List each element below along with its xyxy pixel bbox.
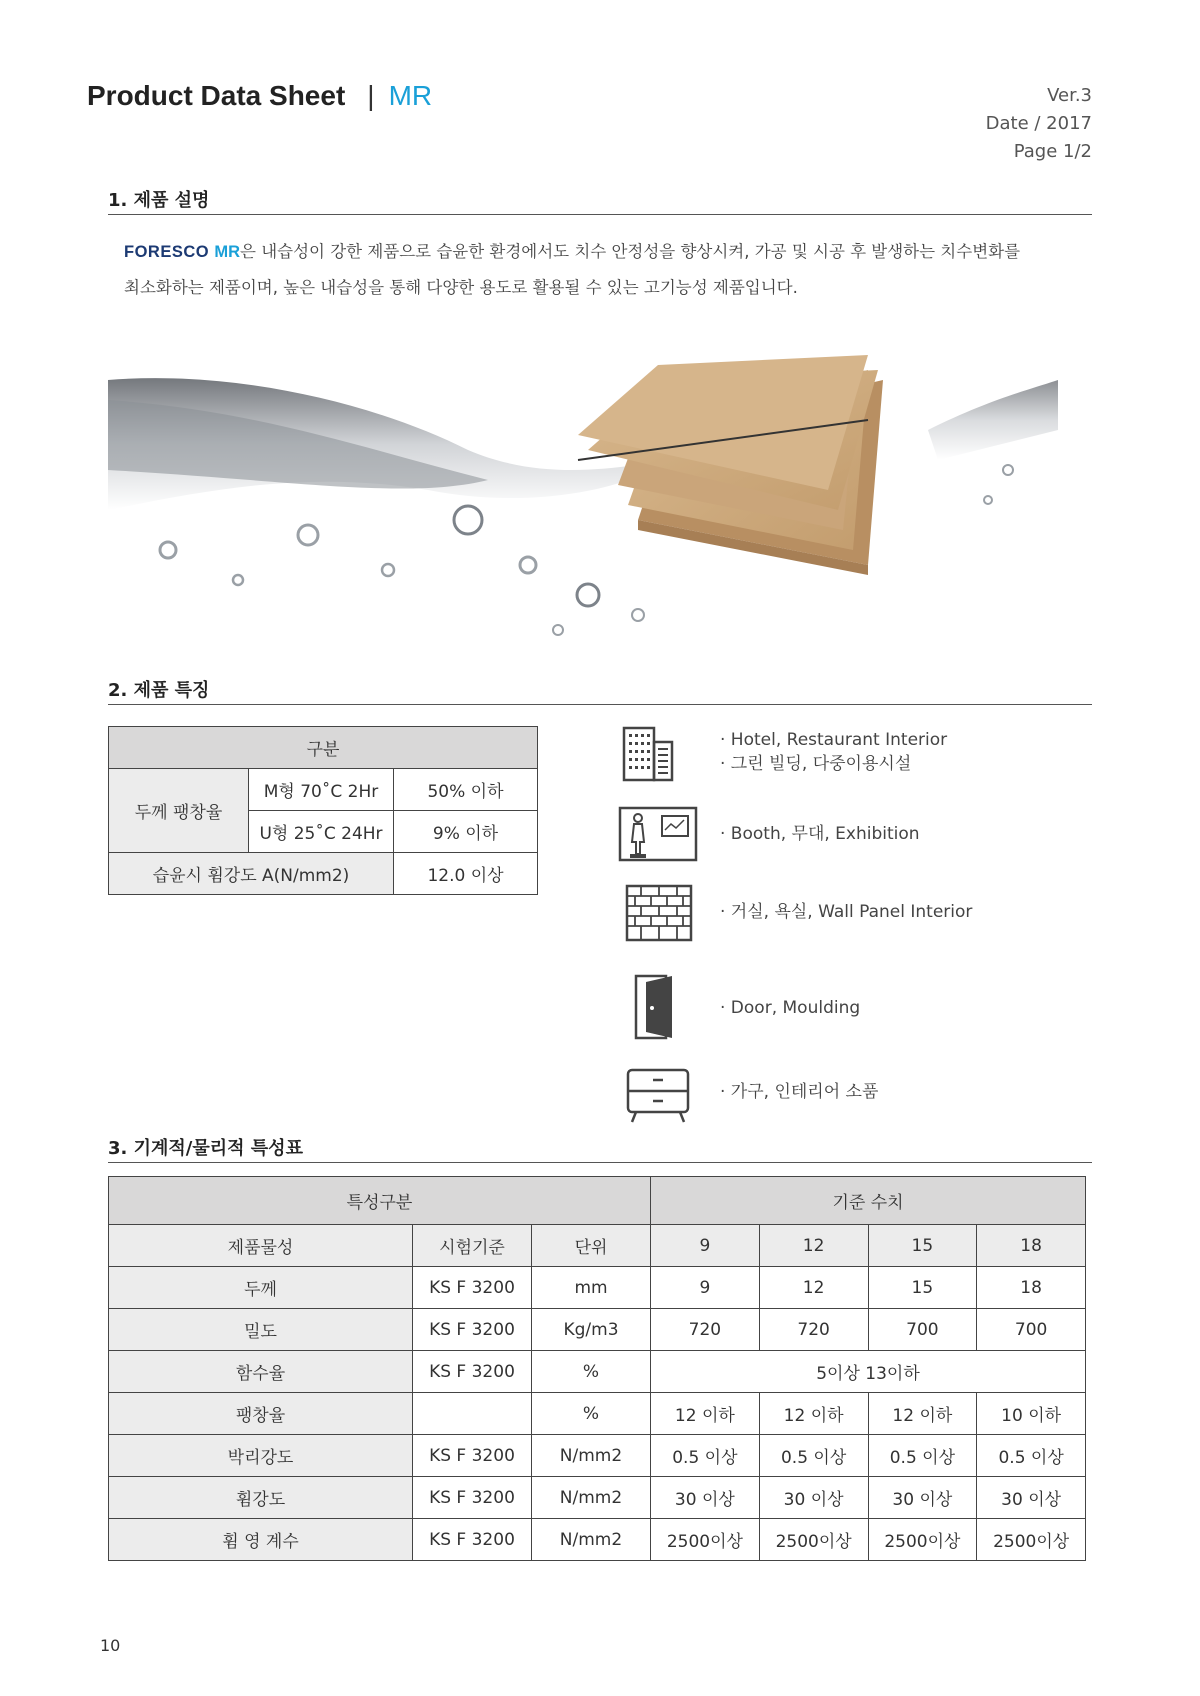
value-cell: 15 [868, 1267, 977, 1309]
application-text [720, 822, 920, 846]
condition-u-type: U형 25˚C 24Hr [249, 811, 394, 853]
section-heading-description: 1. 제품 설명 [108, 186, 1092, 215]
test-standard: KS F 3200 [413, 1267, 532, 1309]
date-label: Date / 2017 [985, 113, 1092, 134]
unit: N/mm2 [532, 1435, 651, 1477]
value-cell: 9 [651, 1267, 760, 1309]
brand-foresco: FORESCO [124, 243, 210, 261]
property-name: 박리강도 [109, 1435, 413, 1477]
unit: mm [532, 1267, 651, 1309]
group-header-category: 특성구분 [109, 1177, 651, 1225]
test-standard [413, 1393, 532, 1435]
test-standard: KS F 3200 [413, 1351, 532, 1393]
column-header: 9 [651, 1225, 760, 1267]
condition-m-type: M형 70˚C 2Hr [249, 769, 394, 811]
feature-table [108, 726, 538, 895]
application-line-1: · Hotel, Restaurant Interior [720, 730, 948, 750]
properties-table [108, 1176, 1086, 1561]
version-label: Ver.3 [1047, 85, 1092, 106]
unit: % [532, 1351, 651, 1393]
column-header: 시험기준 [413, 1225, 532, 1267]
application-line-1: · 거실, 욕실, Wall Panel Interior [720, 902, 973, 922]
brand-mr: MR [214, 243, 241, 261]
value-cell: 12 이하 [651, 1393, 760, 1435]
description-line-2: 최소화하는 제품이며, 높은 내습성을 통해 다양한 용도로 활용될 수 있는 고기능성 제품입니다. [124, 278, 798, 297]
page-title [87, 80, 432, 112]
application-text [720, 1080, 878, 1104]
value-cell: 18 [977, 1267, 1086, 1309]
value-cell: 720 [651, 1309, 760, 1351]
column-header: 15 [868, 1225, 977, 1267]
value-u-type: 9% 이하 [394, 811, 538, 853]
value-cell: 0.5 이상 [868, 1435, 977, 1477]
product-name: MR [388, 80, 433, 111]
unit: N/mm2 [532, 1519, 651, 1561]
column-header: 제품물성 [109, 1225, 413, 1267]
unit: % [532, 1393, 651, 1435]
property-name: 함수율 [109, 1351, 413, 1393]
table-row [109, 1309, 1086, 1351]
door-icon [632, 972, 682, 1042]
brick-wall-icon [625, 884, 693, 942]
application-text [720, 996, 860, 1020]
title-separator: | [367, 80, 375, 111]
value-cell: 720 [759, 1309, 868, 1351]
thickness-swelling-label: 두께 팽창율 [109, 769, 249, 853]
application-text [720, 728, 947, 776]
document-meta [986, 82, 1092, 166]
table-row [109, 1477, 1086, 1519]
value-cell: 30 이상 [759, 1477, 868, 1519]
mdf-boards [578, 355, 883, 575]
property-name: 휨 영 계수 [109, 1519, 413, 1561]
value-cell: 30 이상 [977, 1477, 1086, 1519]
test-standard: KS F 3200 [413, 1435, 532, 1477]
value-cell: 12 [759, 1267, 868, 1309]
value-cell: 0.5 이상 [651, 1435, 760, 1477]
test-standard: KS F 3200 [413, 1519, 532, 1561]
application-line-1: · 가구, 인테리어 소품 [720, 1082, 879, 1102]
unit: N/mm2 [532, 1477, 651, 1519]
feature-table-header: 구분 [109, 727, 538, 769]
value-cell: 2500이상 [868, 1519, 977, 1561]
section-heading-properties: 3. 기계적/물리적 특성표 [108, 1134, 1092, 1163]
section-heading-features: 2. 제품 특징 [108, 676, 1092, 705]
title-text: Product Data Sheet [87, 80, 346, 111]
value-cell: 10 이하 [977, 1393, 1086, 1435]
value-cell: 30 이상 [868, 1477, 977, 1519]
test-standard: KS F 3200 [413, 1309, 532, 1351]
value-cell: 2500이상 [651, 1519, 760, 1561]
property-name: 팽창율 [109, 1393, 413, 1435]
description-line-1: 은 내습성이 강한 제품으로 습윤한 환경에서도 치수 안정성을 향상시켜, 가공 및 시공 후 발생하는 치수변화를 [240, 242, 1021, 261]
table-row [109, 1351, 1086, 1393]
property-name: 밀도 [109, 1309, 413, 1351]
property-name: 휨강도 [109, 1477, 413, 1519]
group-header-values: 기준 수치 [651, 1177, 1086, 1225]
application-line-2: · 그린 빌딩, 다중이용시설 [720, 754, 912, 774]
wet-bending-label: 습윤시 휨강도 A(N/mm2) [109, 853, 394, 895]
table-row [109, 1519, 1086, 1561]
unit: Kg/m3 [532, 1309, 651, 1351]
value-cell: 0.5 이상 [977, 1435, 1086, 1477]
value-cell: 700 [868, 1309, 977, 1351]
table-row [109, 1267, 1086, 1309]
test-standard: KS F 3200 [413, 1477, 532, 1519]
wet-bending-value: 12.0 이상 [394, 853, 538, 895]
value-cell: 0.5 이상 [759, 1435, 868, 1477]
value-cell: 700 [977, 1309, 1086, 1351]
product-description [124, 234, 1084, 305]
table-row [109, 1435, 1086, 1477]
merged-value-cell: 5이상 13이하 [651, 1351, 1086, 1393]
page-number: 10 [100, 1636, 121, 1655]
value-cell: 12 이하 [868, 1393, 977, 1435]
value-m-type: 50% 이하 [394, 769, 538, 811]
column-header: 12 [759, 1225, 868, 1267]
property-name: 두께 [109, 1267, 413, 1309]
value-cell: 2500이상 [759, 1519, 868, 1561]
value-cell: 2500이상 [977, 1519, 1086, 1561]
application-text [720, 900, 972, 924]
value-cell: 30 이상 [651, 1477, 760, 1519]
table-row [109, 1393, 1086, 1435]
cabinet-icon [624, 1066, 692, 1124]
exhibition-icon [618, 806, 698, 862]
column-header: 단위 [532, 1225, 651, 1267]
application-line-1: · Door, Moulding [720, 998, 861, 1018]
column-header: 18 [977, 1225, 1086, 1267]
value-cell: 12 이하 [759, 1393, 868, 1435]
page-label: Page 1/2 [1013, 141, 1092, 162]
building-icon [620, 724, 680, 784]
application-line-1: · Booth, 무대, Exhibition [720, 824, 920, 844]
hero-image [108, 340, 1058, 660]
water-splash [108, 378, 1058, 635]
